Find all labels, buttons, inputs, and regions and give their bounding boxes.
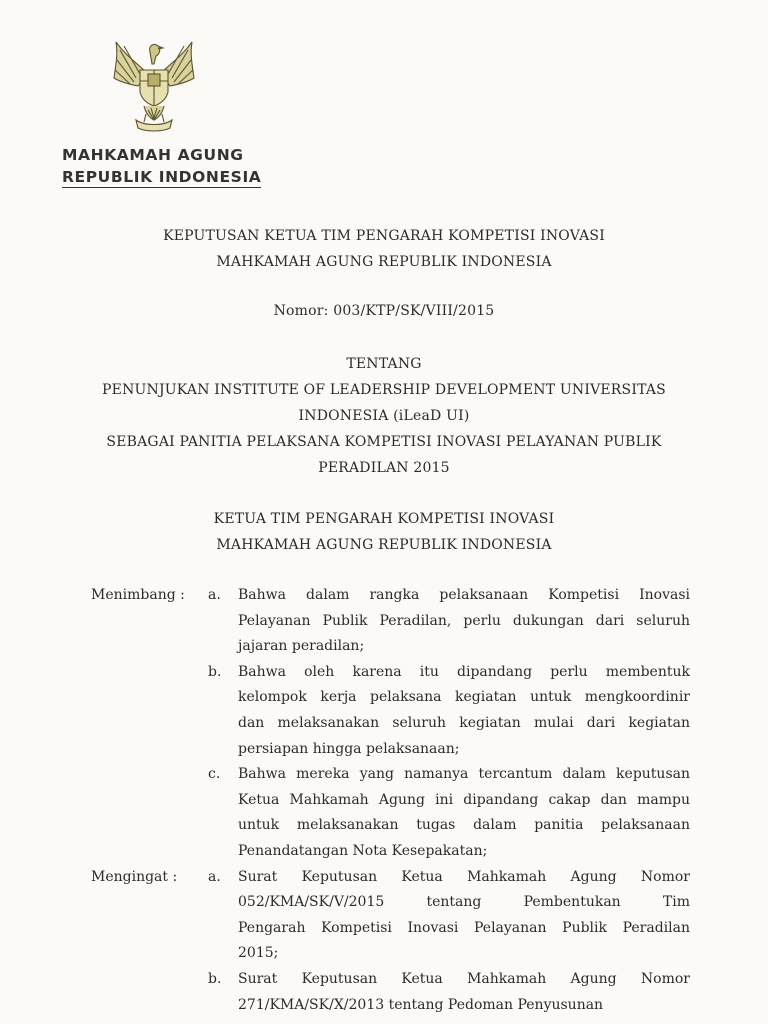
subject-line: INDONESIA (iLeaD UI) (298, 408, 470, 424)
item-letter: b. (208, 970, 222, 987)
item-line: 2015; (238, 945, 279, 962)
decree-number (0, 298, 768, 324)
list-item (208, 967, 690, 1018)
item-line: untuk melaksanakan tugas dalam panitia pelaksanaan (238, 817, 690, 834)
issuer-line: MAHKAMAH AGUNG REPUBLIK INDONESIA (216, 537, 552, 553)
item-letter: b. (208, 663, 222, 680)
item-letter: c. (208, 766, 221, 783)
institution-name: MAHKAMAH AGUNG (62, 146, 244, 164)
item-line: Pelayanan Publik Peradilan, perlu dukungan dari seluruh (238, 612, 690, 629)
section-label: Menimbang : (91, 587, 185, 603)
decree-title-line: MAHKAMAH AGUNG REPUBLIK INDONESIA (216, 254, 552, 270)
item-line: Surat Keputusan Ketua Mahkamah Agung Nomor (238, 868, 690, 885)
item-letter: a. (208, 868, 221, 885)
section-label: Mengingat : (91, 868, 178, 885)
item-line: Bahwa mereka yang namanya tercantum dalam keputusan (238, 766, 690, 783)
decree-title-line: KEPUTUSAN KETUA TIM PENGARAH KOMPETISI INOVASI (163, 228, 605, 244)
decree-clauses (0, 583, 768, 1018)
item-list (0, 583, 768, 865)
item-line: jajaran peradilan; (238, 638, 365, 655)
list-item (208, 865, 690, 967)
item-line: Surat Keputusan Ketua Mahkamah Agung Nomor (238, 970, 690, 987)
item-letter: a. (208, 587, 221, 603)
list-item (208, 583, 690, 660)
item-line: dan melaksanakan seluruh kegiatan mulai dari kegiatan (238, 714, 690, 731)
item-line: 271/KMA/SK/X/2013 tentang Pedoman Penyusunan (238, 996, 604, 1013)
subject-line: PENUNJUKAN INSTITUTE OF LEADERSHIP DEVELOPMENT UNIVERSITAS (102, 382, 666, 398)
item-line: Pengarah Kompetisi Inovasi Pelayanan Publik Peradilan (238, 919, 690, 936)
subject-heading: TENTANG (346, 356, 422, 372)
item-line: Penandatangan Nota Kesepakatan; (238, 842, 488, 859)
decree-subject (0, 351, 768, 481)
issuer-line: KETUA TIM PENGARAH KOMPETISI INOVASI (213, 511, 555, 527)
decree-number-text: Nomor: 003/KTP/SK/VIII/2015 (273, 303, 495, 319)
garuda-emblem-icon (108, 34, 200, 134)
institution-country: REPUBLIK INDONESIA (62, 168, 262, 186)
subject-line: SEBAGAI PANITIA PELAKSANA KOMPETISI INOVASI PELAYANAN PUBLIK (106, 434, 662, 450)
decree-issuer (0, 506, 768, 558)
item-line: kelompok kerja pelaksana kegiatan untuk mengkoordinir (238, 689, 690, 706)
mengingat-section (0, 865, 768, 1019)
item-line: 052/KMA/SK/V/2015 tentang Pembentukan Tim (238, 894, 690, 911)
item-line: Bahwa dalam rangka pelaksanaan Kompetisi Inovasi (238, 587, 690, 603)
institution-header (62, 144, 261, 188)
menimbang-section (0, 583, 768, 865)
list-item (208, 762, 690, 864)
item-line: persiapan hingga pelaksanaan; (238, 740, 460, 757)
list-item (208, 660, 690, 762)
subject-line: PERADILAN 2015 (318, 460, 450, 476)
item-line: Ketua Mahkamah Agung ini dipandang cakap dan mampu (238, 791, 690, 808)
decree-title (0, 223, 768, 275)
item-line: Bahwa oleh karena itu dipandang perlu membentuk (238, 663, 690, 680)
